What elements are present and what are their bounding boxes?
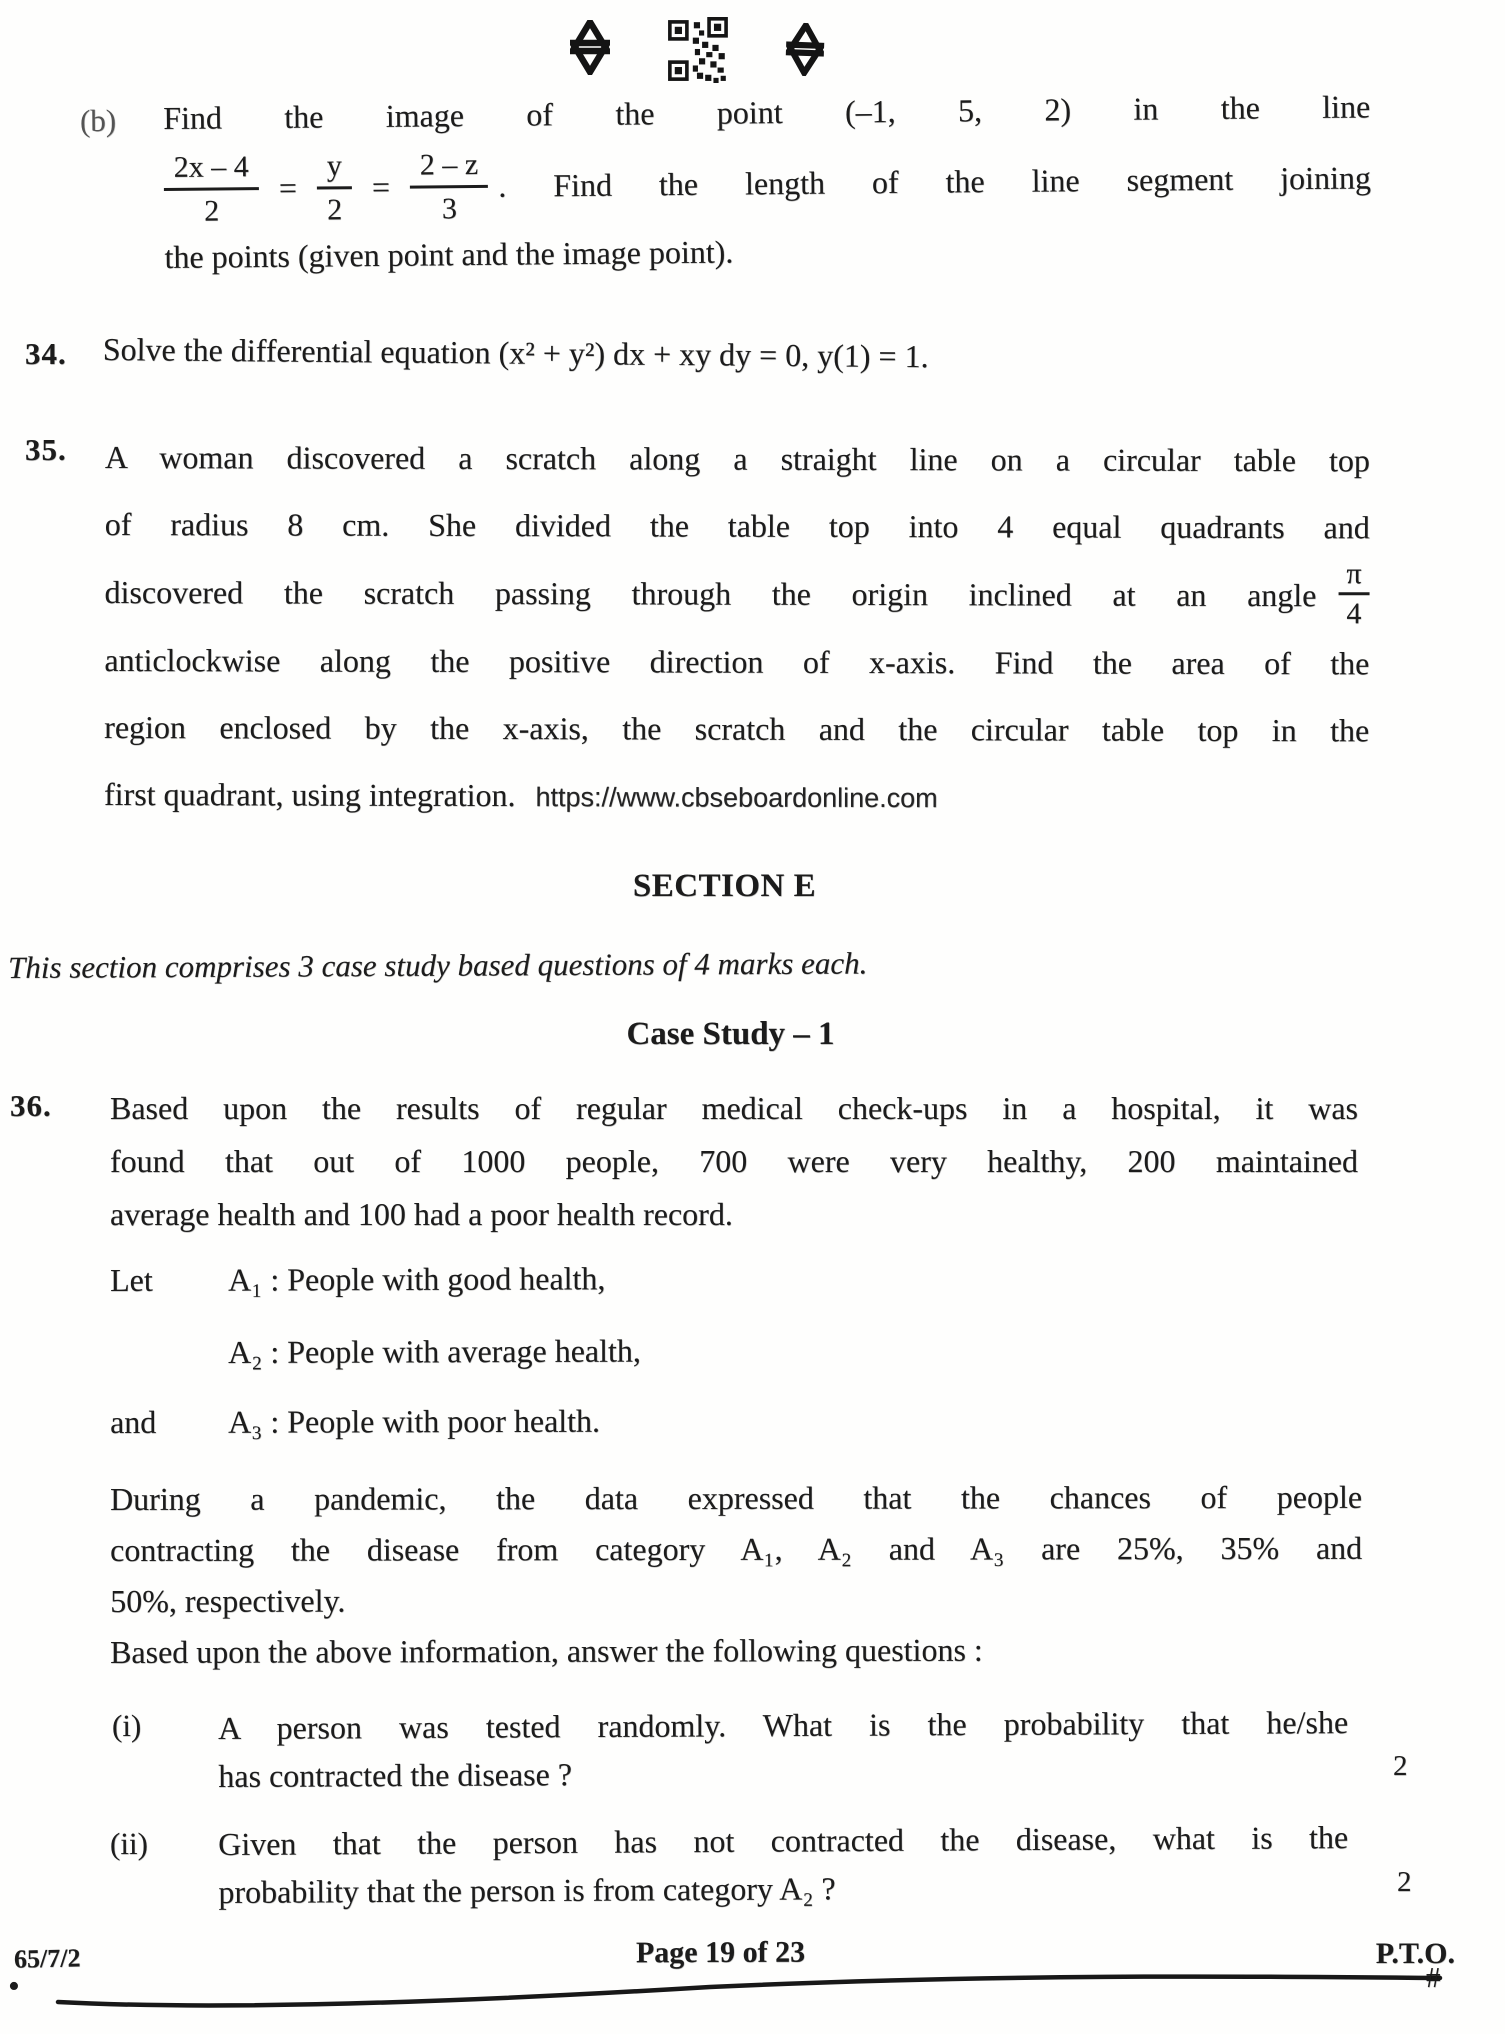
question-b-equation-tail: . Find the length of the line segment joining [498,159,1372,204]
qr-code-icon [668,17,730,83]
footer-hash: # [1426,1962,1441,1994]
pandemic-line3: 50%, respectively. [110,1582,346,1619]
section-e-title: SECTION E [632,868,817,904]
fraction-denominator: 2 [326,193,343,227]
fraction-denominator: 3 [441,192,458,226]
question-35-line6 [104,761,1369,833]
subquestion-i-line1: A person was tested randomly. What is the probability that he/she [218,1704,1349,1746]
pto-label: P.T.O. [1375,1937,1455,1970]
definition-a1: A₁ : People with good health, [227,1260,606,1298]
fraction-numerator: y [317,149,352,189]
watermark-url: https://www.cbseboardonline.com [535,782,938,814]
question-b-label: (b) [79,102,117,139]
subquestion-ii-line1: Given that the person has not contracted the disease, what is the [218,1819,1349,1862]
definition-a2: A₂ : People with average health, [228,1332,641,1370]
pandemic-line1: During a pandemic, the data expressed that the chances of people [110,1478,1363,1517]
question-36-intro-line2: found that out of 1000 people, 700 were very healthy, 200 maintained [110,1143,1358,1179]
fraction-denominator: 2 [203,194,220,228]
question-35-line5: region enclosed by the x-axis, the scratch and the circular table top in the [104,708,1370,749]
page-number-label: Page 19 of 23 [635,1935,806,1970]
footer-rule [10,1960,1495,2020]
pandemic-paragraph [110,1472,1362,1627]
subquestion-ii-line2: probability that the person is from category A₂ ? [218,1870,836,1910]
question-36-intro-line3: average health and 100 had a poor health record. [110,1196,733,1232]
question-34-text: Solve the differential equation (x² + y²) dx + xy dy = 0, y(1) = 1. [102,331,929,375]
question-36-intro [110,1082,1358,1241]
fraction [164,150,260,228]
question-b-equation [164,139,1372,228]
definition-row-a3 [110,1403,600,1441]
question-36-intro-line1: Based upon the results of regular medical check-ups in a hospital, it was [110,1090,1358,1126]
subquestion-ii-label: (ii) [109,1825,148,1862]
fraction-numerator: 2x – 4 [164,150,259,191]
footer-bullet: • [8,1968,20,2005]
question-35-line6-text: first quadrant, using integration. [103,775,516,814]
fraction-numerator: π [1338,557,1369,595]
pandemic-line2: contracting the disease from category A₁, A₂ and A₃ are 25%, 35% and [110,1529,1363,1568]
fraction [410,148,489,226]
and-label: and [110,1403,157,1440]
question-35-line1: A woman discovered a scratch along a straight line on a circular table top [104,438,1370,479]
fraction-numerator: 2 – z [410,148,489,189]
question-35-line4: anticlockwise along the positive direction of x-axis. Find the area of the [104,641,1370,682]
subquestion-i-label: (i) [111,1707,142,1744]
question-34-number: 34. [25,336,67,371]
fraction-denominator: 4 [1346,597,1362,631]
star-of-david-icon [785,22,825,76]
pi-over-4-fraction [1338,557,1369,630]
question-b-line3: the points (given point and the image point). [164,233,734,275]
question-35-line3-text: discovered the scratch passing through the origin inclined at an angle [104,573,1317,614]
subquestion-ii-marks: 2 [1397,1866,1412,1898]
question-35-number: 35. [25,432,67,467]
subquestion-i-block [218,1698,1348,1800]
definition-a3: A₃ : People with poor health. [227,1402,601,1440]
question-36-prompt: Based upon the above information, answer the following questions : [110,1631,983,1670]
question-35-block [104,424,1370,833]
question-b-line1: Find the image of the point (–1, 5, 2) in the line [163,88,1371,136]
equals-sign: = [371,168,391,205]
subquestion-i-line2: has contracted the disease ? [218,1756,573,1794]
question-35-line3 [104,558,1369,630]
equals-sign: = [278,169,298,206]
definition-row-a1 [110,1260,605,1299]
question-35-line2: of radius 8 cm. She divided the table top into 4 equal quadrants and [104,505,1370,546]
section-e-description: This section comprises 3 case study based questions of 4 marks each. [8,945,868,985]
paper-code: 65/7/2 [13,1943,81,1974]
question-b-block [163,83,1372,280]
fraction [317,149,353,226]
subquestion-ii-block [218,1813,1349,1916]
case-study-1-title: Case Study – 1 [626,1016,835,1052]
subquestion-i-marks: 2 [1393,1750,1408,1782]
star-of-david-icon [570,20,610,75]
let-label: Let [110,1261,153,1298]
question-36-number: 36. [10,1088,52,1123]
